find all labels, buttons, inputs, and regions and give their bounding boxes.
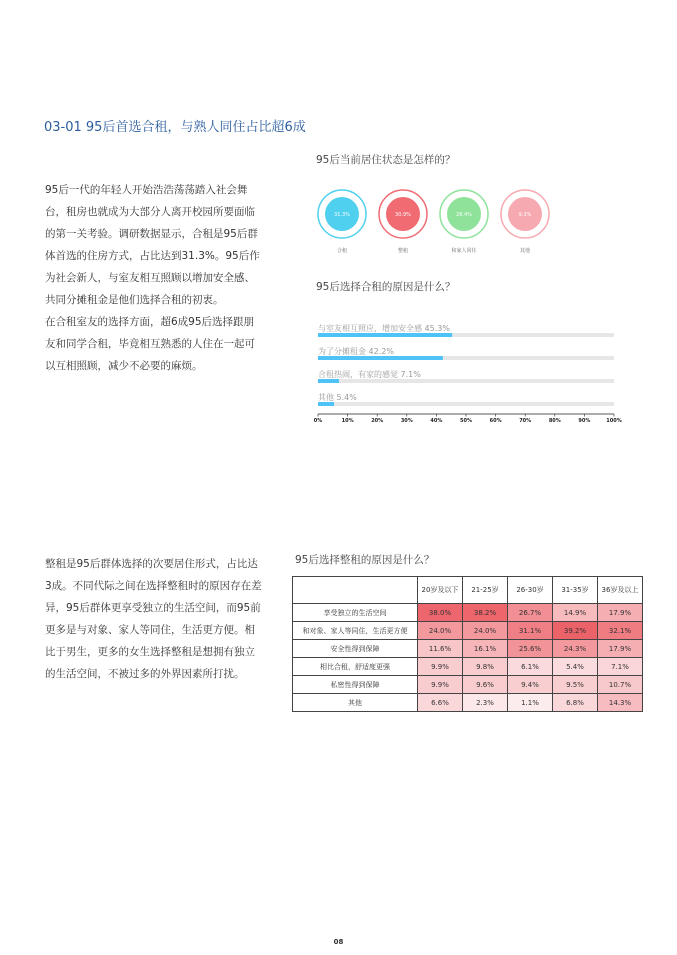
bar: [318, 402, 334, 406]
section-title: 03-01 95后首选合租，与熟人同住占比超6成: [44, 120, 306, 135]
status-value-label: 9.3%: [518, 212, 532, 218]
bar: [318, 333, 452, 337]
heat-cell: 9.5%: [553, 676, 598, 694]
status-category-label: 和家人同住: [451, 248, 477, 254]
heat-cell: 5.4%: [553, 658, 598, 676]
heat-cell: 6.8%: [553, 694, 598, 712]
bar: [318, 379, 339, 383]
chart-title-shared-rent-reasons: 95后选择合租的原因是什么？: [316, 281, 456, 293]
paragraph-whole-rent: [45, 553, 263, 685]
heat-cell: 26.7%: [508, 604, 553, 622]
x-tick-label: 100%: [606, 418, 622, 424]
column-header: 20岁及以下: [418, 577, 463, 604]
row-label: 享受独立的生活空间: [293, 604, 418, 622]
x-tick-label: 50%: [460, 418, 472, 424]
chart-title-whole-rent-reasons: 95后选择整租的原因是什么？: [295, 554, 435, 566]
column-header: 31-35岁: [553, 577, 598, 604]
table-header-row: [293, 577, 643, 604]
status-value-label: 30.9%: [395, 212, 411, 218]
x-tick-label: 80%: [548, 418, 561, 424]
bar-track: [318, 379, 614, 383]
heat-cell: 11.6%: [418, 640, 463, 658]
bar-category-label: 与室友相互照应，增加安全感 45.3%: [318, 324, 450, 333]
x-tick-label: 60%: [489, 418, 502, 424]
heat-cell: 6.1%: [508, 658, 553, 676]
bar-category-label: 其他 5.4%: [318, 393, 357, 402]
heat-cell: 24.0%: [463, 622, 508, 640]
table-row: [293, 676, 643, 694]
page-number: 08: [333, 938, 344, 946]
heat-cell: 31.1%: [508, 622, 553, 640]
row-label: 安全性得到保障: [293, 640, 418, 658]
whole-rent-reasons-table: [292, 576, 643, 712]
bar-category-label: 合租热闹，有家的感觉 7.1%: [318, 370, 421, 379]
heat-cell: 9.9%: [418, 676, 463, 694]
heat-cell: 32.1%: [598, 622, 643, 640]
x-tick-label: 40%: [430, 418, 443, 424]
chart-title-living-status: 95后当前居住状态是怎样的？: [316, 154, 456, 166]
row-label: 相比合租，舒适度更强: [293, 658, 418, 676]
heat-cell: 7.1%: [598, 658, 643, 676]
heat-cell: 9.8%: [463, 658, 508, 676]
status-category-label: 其他: [519, 248, 531, 254]
column-header: 36岁及以上: [598, 577, 643, 604]
table-row: [293, 640, 643, 658]
heat-cell: 10.7%: [598, 676, 643, 694]
heat-cell: 39.2%: [553, 622, 598, 640]
table-row: [293, 604, 643, 622]
table-corner-cell: [293, 577, 418, 604]
status-category-label: 合租: [336, 248, 348, 254]
table-row: [293, 694, 643, 712]
heat-cell: 14.9%: [553, 604, 598, 622]
heat-cell: 38.2%: [463, 604, 508, 622]
row-label: 其他: [293, 694, 418, 712]
table-row: [293, 658, 643, 676]
table-row: [293, 622, 643, 640]
x-tick-label: 10%: [341, 418, 354, 424]
heat-cell: 9.4%: [508, 676, 553, 694]
heat-cell: 9.6%: [463, 676, 508, 694]
row-label: 私密性得到保障: [293, 676, 418, 694]
column-header: 21-25岁: [463, 577, 508, 604]
heat-cell: 1.1%: [508, 694, 553, 712]
row-label: 和对象、家人等同住，生活更方便: [293, 622, 418, 640]
shared-rent-reasons-chart: [306, 316, 626, 428]
heat-cell: 38.0%: [418, 604, 463, 622]
intro-text-block: [45, 179, 263, 377]
heat-cell: 24.3%: [553, 640, 598, 658]
living-status-chart: [310, 186, 610, 262]
heat-cell: 24.0%: [418, 622, 463, 640]
x-tick-label: 30%: [400, 418, 413, 424]
bar-track: [318, 402, 614, 406]
heat-cell: 9.9%: [418, 658, 463, 676]
paragraph-roommate-choice: 在合租室友的选择方面，超6成95后选择跟朋友和同学合租，毕竟相互熟悉的人住在一起可以互相照顾，减少不必要的麻烦。: [45, 316, 255, 372]
column-header: 26-30岁: [508, 577, 553, 604]
x-tick-label: 90%: [578, 418, 591, 424]
status-category-label: 整租: [397, 248, 409, 254]
heat-cell: 16.1%: [463, 640, 508, 658]
bar-category-label: 为了分摊租金 42.2%: [318, 347, 394, 356]
heat-cell: 2.3%: [463, 694, 508, 712]
status-value-label: 28.4%: [456, 212, 472, 218]
bar: [318, 356, 443, 360]
x-tick-label: 0%: [313, 418, 323, 424]
heat-cell: 17.9%: [598, 640, 643, 658]
paragraph-renting-intro: 95后一代的年轻人开始浩浩荡荡踏入社会舞台，租房也就成为大部分人离开校园所要面临的第一关考验。调研数据显示，合租是95后群体首选的住房方式，占比达到31.3%。95后作为社会新人，与室友相互照顾以增加安全感、共同分摊租金是他们选择合租的初衷。: [45, 184, 260, 306]
heat-cell: 17.9%: [598, 604, 643, 622]
status-value-label: 31.3%: [334, 212, 350, 218]
x-tick-label: 70%: [519, 418, 532, 424]
heat-cell: 6.6%: [418, 694, 463, 712]
heat-cell: 25.6%: [508, 640, 553, 658]
heat-cell: 14.3%: [598, 694, 643, 712]
paragraph-whole-rent-text: 整租是95后群体选择的次要居住形式，占比达3成。不同代际之间在选择整租时的原因存在差异，95后群体更享受独立的生活空间，而95前更多是与对象、家人等同住，生活更方便。相比于男生，更多的女生选择整租是想拥有独立的生活空间，不被过多的外界因素所打扰。: [45, 558, 262, 680]
x-tick-label: 20%: [371, 418, 384, 424]
